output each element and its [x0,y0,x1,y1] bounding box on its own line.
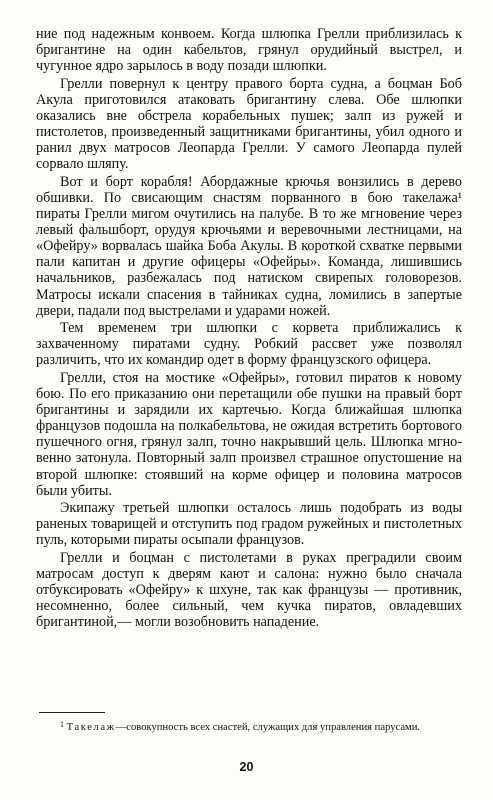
footnote [36,718,462,734]
paragraph: Тем временем три шлюпки с корвета приближались к захваченному пиратами судну. Робкий рассвет уже позволял различить, что их командир одет в форму французского офицера. [36,320,462,369]
paragraph-continued: ние под надежным конвоем. Когда шлюпка Грелли приблизилась к бригантине на один кабельтов, грянул орудийный выстрел, и чугунное ядро зарылось в воду позади шлюпки. [36,26,462,75]
footnote-text: —совокупность всех снастей, служащих для управления парусами. [115,722,421,733]
main-text [36,26,462,632]
page-number: 20 [239,760,254,774]
paragraph: Экипажу третьей шлюпки осталось лишь подобрать из воды раненых товарищей и отступить под градом ружейных и пистолетных пуль, которыми пираты осыпали французов. [36,500,462,549]
footnote-term: Такелаж [66,722,116,733]
paragraph: Грелли, стоя на мостике «Офейры», готовил пиратов к новому бою. По его приказанию они перетащили обе пушки на правый борт бригантины и зарядили их картечью. Когда ближайшая шлюпка французов подошла на полкабельтова, не ожидая встретить бортового пушечного огня, грянул залп, точно накрывший цель. Шлюпка мгновенно затонула. Повторный залп произвел страшное опустошение на второй шлюпке: стоявший на корме офицер и половина матросов были убиты. [36,369,462,499]
footnote-divider [39,712,105,713]
paragraph: Грелли повернул к центру правого борта судна, а боцман Боб Акула приготовился атаковать бригантину слева. Обе шлюпки оказались вне обстрела корабельных пушек; залп из ружей и пистолетов, произведенный защитниками бригантины, убил одного и ранил двух матросов Леопарда Грелли. У самого Леопарда пулей сорвало шляпу. [36,75,462,173]
footnote-marker: 1 [60,720,64,729]
paragraph: Вот и борт корабля! Абордажные крючья вонзились в дерево обшивки. По свисающим снастям порванного в бою такелажа¹ пираты Грелли мигом очутились на палубе. В то же мгновение через левый фальшборт, орудуя крючьями и веревочными лестницами, на «Офейру» ворвалась шайка Боба Акулы. В короткой схватке первыми пали капитан и другие офицеры «Офейры». Команда, лишившись начальников, разбежалась под натиском свирепых головорезов. Матросы искали спасения в тайниках судна, ломились в запертые двери, падали под выстрелами и ударами ножей. [36,173,462,319]
paragraph: Грелли и боцман с пистолетами в руках преградили своим матросам доступ к дверям кают и салона: нужно было сначала отбуксировать «Офейру» к шхуне, так как французы — противник, несомненно, более сильный, чем кучка пиратов, овладевших бригантиной,— могли возобновить нападение. [36,550,462,631]
